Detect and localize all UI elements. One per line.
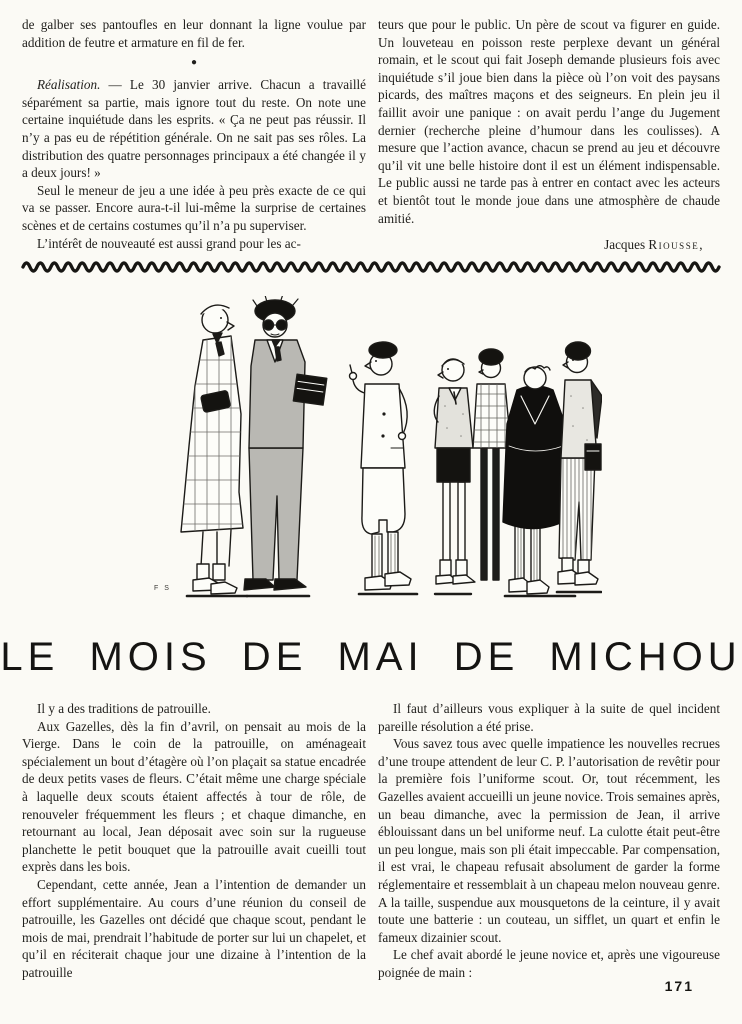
- paragraph: [22, 76, 366, 182]
- paragraph: Aux Gazelles, dès la fin d’avril, on pensait au mois de la Vierge. Dans le coin de la patrouille, on aménageait spécialement un bout d’étagère où l’on plaçait sa statue encadrée de deux petits vases de fleurs. C’était même une charge spéciale à laquelle deux scouts étaient affectés à tour de rôle, de renouveler fréquemment les fleurs ; et chaque dimanche, en retournant au local, Jean déposait avec soin sur la rugueuse planchette le petit bouquet que la patrouille avait cueilli tout exprès dans les bois.: [22, 718, 366, 875]
- wavy-divider-svg: [20, 258, 722, 274]
- scouts-illustration-svg: [146, 296, 602, 614]
- author-first-name: Jacques: [604, 237, 649, 253]
- top-article-right-column: [378, 16, 720, 254]
- wavy-divider-path: [23, 263, 719, 271]
- scout-tall-books: [557, 342, 602, 592]
- scout-blond-dark-shorts: [434, 359, 475, 594]
- paragraph: Le chef avait abordé le jeune novice et, après une vigoureuse poignée de main :: [378, 947, 720, 980]
- paragraph: teurs que pour le public. Un père de scout va figurer en guide. Un louveteau en poisson reste perplexe devant un général romain, et le scout qui fait Joseph demande plusieurs fois avec inquiétude s’il joue bien dans la pièce où l’on voit des paysans picards, des maîtres maçons et des seigneurs. En plein jeu il faillit avoir une panique : on avait perdu l’ange du Jugement dernier (recherche pleine d’humour dans les coulisses). A mesure que l’action avance, chacun se prend au jeu et découvre qu’il vit une belle histoire dont il est un élément indispensable. Le public aussi ne tarde pas à entrer en contact avec les acteurs et bientôt tout le monde joue dans une atmosphère de chaude amitié.: [378, 17, 720, 226]
- author-last-name: Riousse,: [648, 237, 704, 253]
- paragraph: de galber ses pantoufles en leur donnant la ligne voulue par addition de feutre et armature en fil de fer.: [22, 17, 366, 50]
- main-article-right-column: [378, 700, 720, 982]
- main-article-left-column: [22, 700, 366, 982]
- paragraph: Il y a des traditions de patrouille.: [37, 701, 211, 716]
- boy-glasses-books: [244, 296, 327, 596]
- wavy-divider: [20, 258, 722, 274]
- em-dash: —: [100, 77, 130, 93]
- paragraph-text: Le 30 janvier arrive. Chacun a travaillé séparément sa partie, mais ignore tout du reste. On note une certaine inquiétude dans les esprits. « Ça ne peut pas réussir. Il n’y a pas eu de répétition générale. On ne sait pas ses rôles. La distribution des quatre personnages principaux a été changée il y a deux jours! »: [22, 77, 367, 181]
- paragraph: Cependant, cette année, Jean a l’intention de demander un effort supplémentaire. Au cours d’une réunion du conseil de patrouille, les Gazelles ont décidé que chaque scout, pendant le mois de mai, prendrait l’habitude de porter sur lui un chapelet, et qu’il en réciterait chaque jour une dizaine à l’intention de la patrouille: [22, 876, 366, 980]
- boy-plaid-coat: [177, 305, 247, 596]
- boy-white-suit-beret: [350, 342, 418, 594]
- page-number: 171: [664, 978, 694, 994]
- headline-title: LE MOIS DE MAI DE MICHOU: [0, 634, 742, 679]
- paragraph: L’intérêt de nouveauté est aussi grand pour les ac-: [37, 235, 301, 251]
- paragraph: Seul le meneur de jeu a une idée à peu près exacte de ce qui va se passer. Encore aura-t-il lui-même la surprise de certaines scènes et de certains costumes qu’il n’a pu superviser.: [22, 182, 366, 233]
- author-signature: [378, 236, 720, 254]
- paragraph: Vous savez tous avec quelle impatience les nouvelles recrues d’une troupe attendent de leur C. P. l’autorisation de revêtir pour la première fois l’uniforme scout. Or, tout récemment, les Gazelles avaient accueilli un jeune novice. Trois semaines après, un beau dimanche, avec la permission de Jean, il arrive éblouissant dans un bel uniforme neuf. La culotte était peut-être un peu longue, mais son pli était impeccable. Par compensation, il est vrai, le chapeau refusait absolument de garder la forme réglementaire et ressemblait à un chapeau melon nouveau genre. A la taille, suspendue aux mousquetons de la ceinture, il y avait toute une batterie : un couteau, un sifflet, un quart et enfin le fameux dizainier scout.: [378, 736, 720, 945]
- top-article-left-column: [22, 16, 366, 252]
- illustrator-initials: F S: [154, 585, 171, 592]
- paragraph-lead-italic: Réalisation.: [37, 77, 101, 93]
- scouts-illustration: [146, 296, 602, 614]
- article-headline: [0, 626, 742, 688]
- paragraph: Il faut d’ailleurs vous expliquer à la suite de quel incident pareille résolution a été prise.: [378, 701, 720, 734]
- section-separator-bullet: ●: [190, 57, 198, 69]
